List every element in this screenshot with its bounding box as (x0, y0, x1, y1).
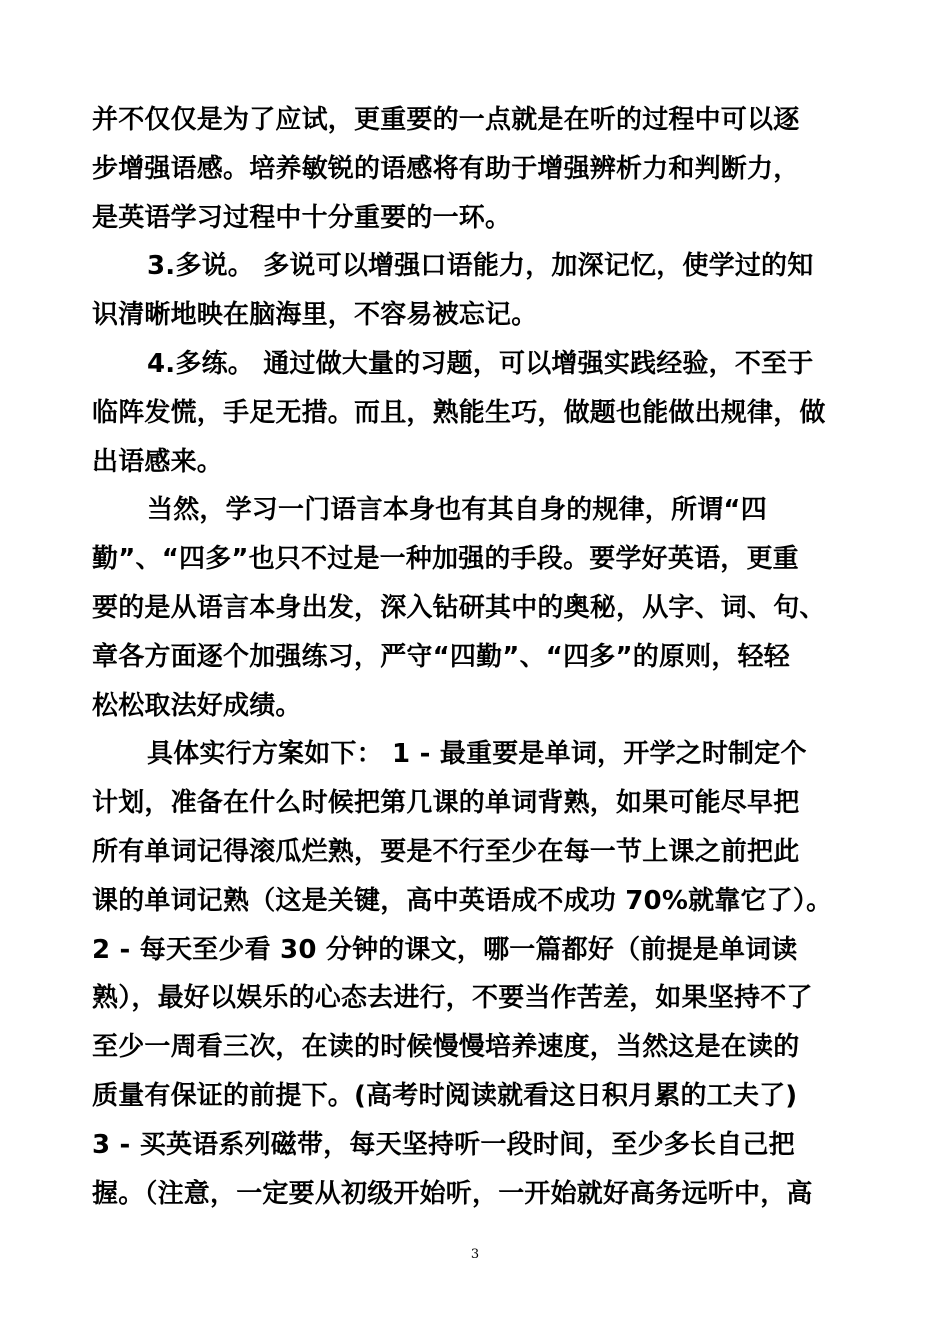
text-line: 4.多练。 通过做大量的习题，可以增强实践经验，不至于 (147, 348, 814, 379)
text-line: 临阵发慌，手足无措。而且，熟能生巧，做题也能做出规律，做 (92, 397, 826, 428)
text-line: 章各方面逐个加强练习，严守“四勤”、“四多”的原则，轻轻 (92, 641, 790, 672)
text-line: 熟），最好以娱乐的心态去进行，不要当作苦差，如果坚持不了 (92, 983, 813, 1014)
text-line: 步增强语感。培养敏锐的语感将有助于增强辨析力和判断力， (92, 153, 800, 184)
page-number: 3 (470, 1247, 480, 1262)
text-line: 并不仅仅是为了应试，更重要的一点就是在听的过程中可以逐 (92, 105, 800, 135)
text-line: 3 - 买英语系列磁带，每天坚持听一段时间，至少多长自己把 (92, 1129, 795, 1160)
text-line: 3.多说。 多说可以增强口语能力，加深记忆，使学过的知 (147, 251, 814, 282)
text-line: 具体实行方案如下： 1 - 最重要是单词，开学之时制定个 (147, 739, 807, 770)
text-line: 是英语学习过程中十分重要的一环。 (92, 202, 512, 233)
text-line: 所有单词记得滚瓜烂熟，要是不行至少在每一节上课之前把此 (92, 836, 800, 867)
text-line: 课的单词记熟（这是关键，高中英语成不成功 70%就靠它了）。 (92, 885, 833, 916)
document-body (92, 96, 862, 1218)
text-line: 握。（注意，一定要从初级开始听，一开始就好高务远听中，高 (92, 1178, 813, 1209)
text-line: 至少一周看三次，在读的时候慢慢培养速度，当然这是在读的 (92, 1032, 800, 1063)
text-line: 质量有保证的前提下。(高考时阅读就看这日积月累的工夫了) (92, 1080, 798, 1111)
text-line: 出语感来。 (92, 446, 224, 477)
text-line: 当然，学习一门语言本身也有其自身的规律，所谓“四 (147, 495, 767, 526)
text-line: 松松取法好成绩。 (92, 690, 302, 721)
text-line: 要的是从语言本身出发，深入钻研其中的奥秘，从字、词、句、 (92, 592, 826, 623)
text-line: 勤”、“四多”也只不过是一种加强的手段。要学好英语，更重 (92, 544, 799, 575)
text-line: 2 - 每天至少看 30 分钟的课文，哪一篇都好（前提是单词读 (92, 934, 798, 965)
text-line: 计划，准备在什么时候把第几课的单词背熟，如果可能尽早把 (92, 788, 800, 819)
text-line: 识清晰地映在脑海里，不容易被忘记。 (92, 300, 538, 331)
